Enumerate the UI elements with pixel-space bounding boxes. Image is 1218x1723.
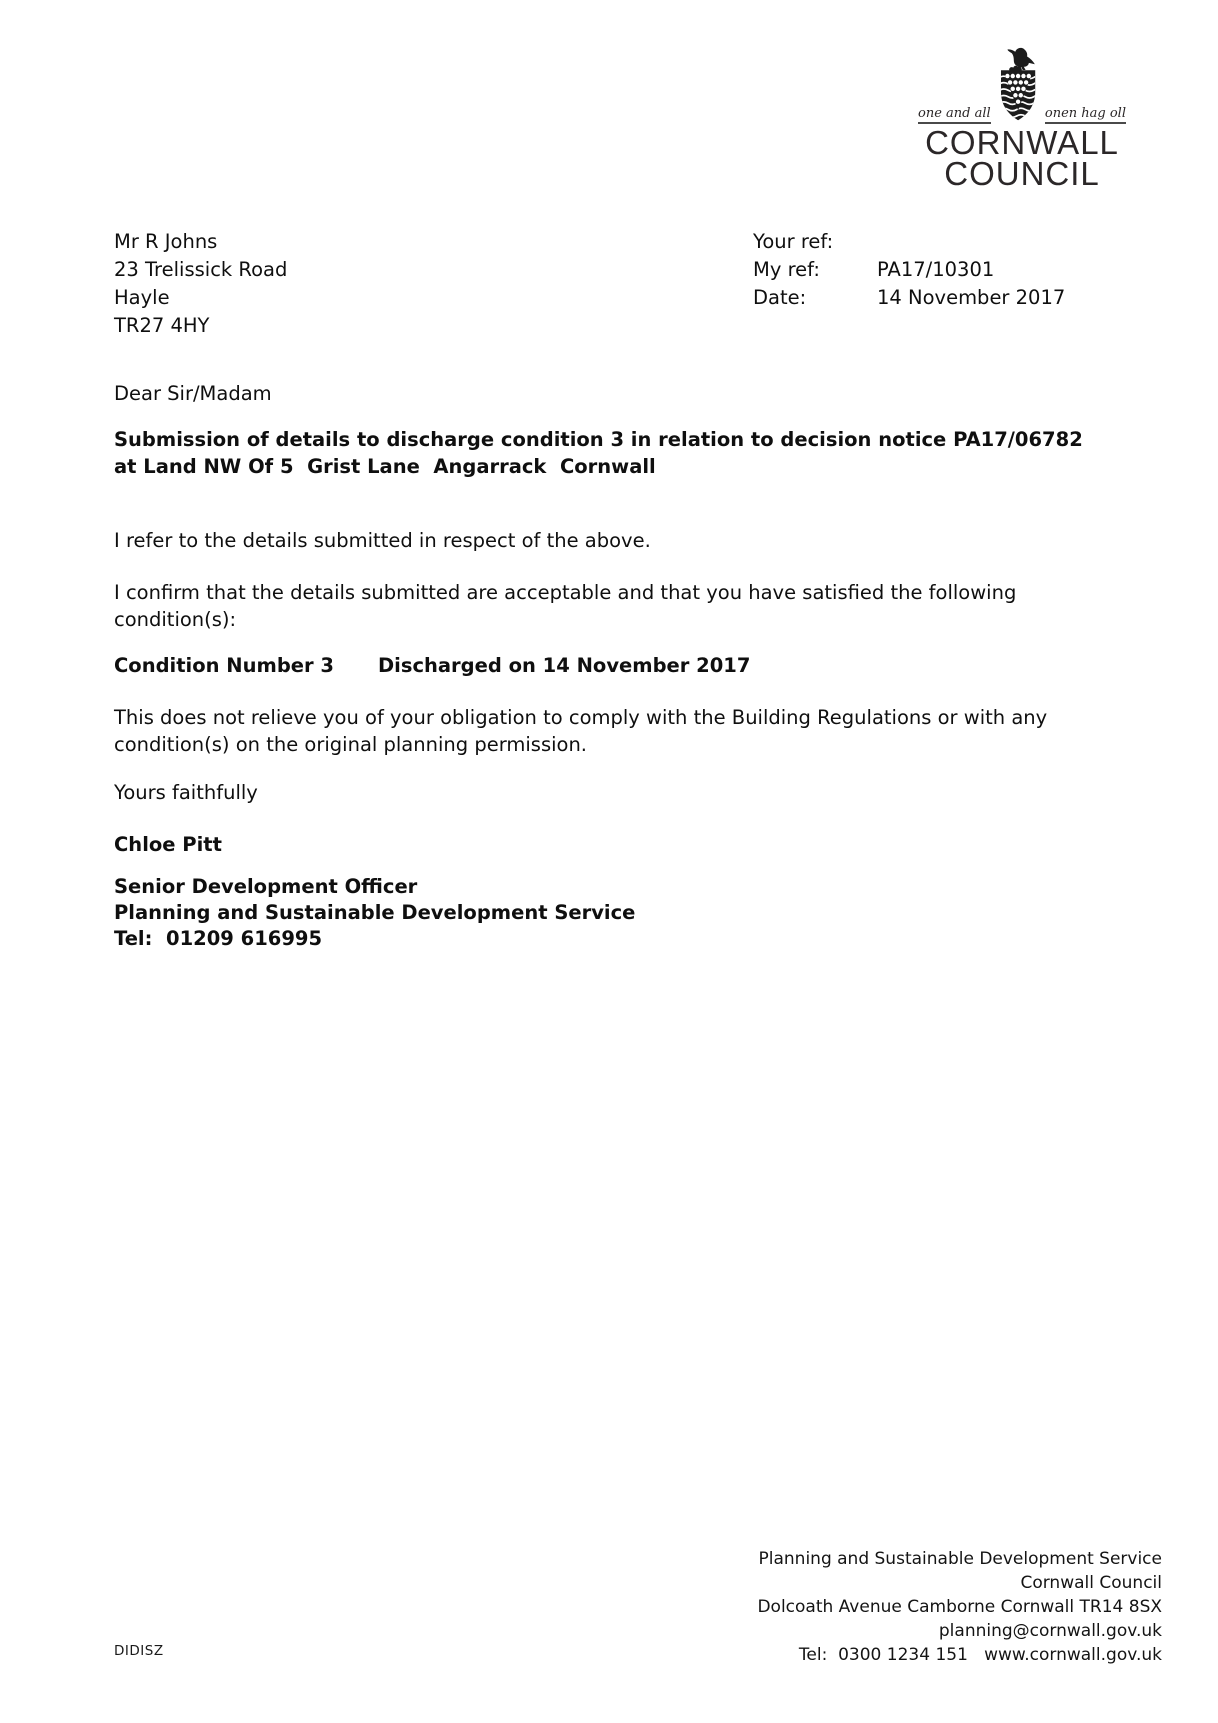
paragraph-confirm: I confirm that the details submitted are acceptable and that you have satisfied the following condition(s): xyxy=(114,581,1017,631)
footer-email: planning@cornwall.gov.uk xyxy=(938,1621,1162,1641)
footer-line: Planning and Sustainable Development Service xyxy=(758,1549,1162,1569)
address-line: Mr R Johns xyxy=(114,230,218,253)
document-code: DIDISZ xyxy=(114,1643,164,1659)
paragraph-refer: I refer to the details submitted in respect of the above. xyxy=(114,529,651,552)
footer-line: Dolcoath Avenue Camborne Cornwall TR14 8SX xyxy=(757,1597,1162,1617)
subject-heading xyxy=(114,426,1130,480)
address-line: 23 Trelissick Road xyxy=(114,258,288,281)
your-ref-row xyxy=(753,228,1065,256)
recipient-address xyxy=(114,228,287,340)
condition-status: Discharged on 14 November 2017 xyxy=(377,654,751,677)
org-name-line2: COUNCIL xyxy=(944,155,1100,192)
footer-telephone-website: Tel: 0300 1234 151 www.cornwall.gov.uk xyxy=(798,1645,1162,1665)
address-line: Hayle xyxy=(114,286,170,309)
org-name-line1: CORNWALL xyxy=(925,124,1119,161)
signatory-service: Planning and Sustainable Development Service xyxy=(114,901,636,924)
motto-right: onen hag oll xyxy=(1045,106,1126,124)
closing: Yours faithfully xyxy=(114,781,258,804)
condition-line xyxy=(114,652,750,679)
chough-and-shield-crest-icon xyxy=(986,40,1050,132)
your-ref-label: Your ref: xyxy=(753,230,834,253)
crest-row xyxy=(918,40,1126,124)
reference-block xyxy=(753,228,1065,312)
date-row xyxy=(753,284,1065,312)
signatory-telephone: Tel: 01209 616995 xyxy=(114,927,323,950)
footer-line: Cornwall Council xyxy=(1020,1573,1162,1593)
cornwall-council-logo xyxy=(918,40,1126,192)
motto-left: one and all xyxy=(918,106,991,124)
subject-line-1: Submission of details to discharge condition 3 in relation to decision notice PA17/06782 xyxy=(114,428,1083,451)
my-ref-label: My ref: xyxy=(753,258,820,281)
my-ref-row xyxy=(753,256,1065,284)
footer-contact-block xyxy=(757,1547,1162,1667)
paragraph-obligation: This does not relieve you of your obligation to comply with the Building Regulations or with any condition(s) on the original planning permission. xyxy=(114,706,1048,756)
signatory-title: Senior Development Officer xyxy=(114,875,418,898)
condition-name: Condition Number 3 xyxy=(114,654,334,677)
date-value: 14 November 2017 xyxy=(877,286,1066,309)
signatory-name: Chloe Pitt xyxy=(114,833,222,856)
signature-block xyxy=(114,874,635,952)
my-ref-value: PA17/10301 xyxy=(877,258,995,281)
salutation: Dear Sir/Madam xyxy=(114,382,272,405)
address-line: TR27 4HY xyxy=(114,314,210,337)
org-wordmark xyxy=(918,124,1126,192)
subject-line-2: at Land NW Of 5 Grist Lane Angarrack Cornwall xyxy=(114,455,656,478)
date-label: Date: xyxy=(753,286,807,309)
